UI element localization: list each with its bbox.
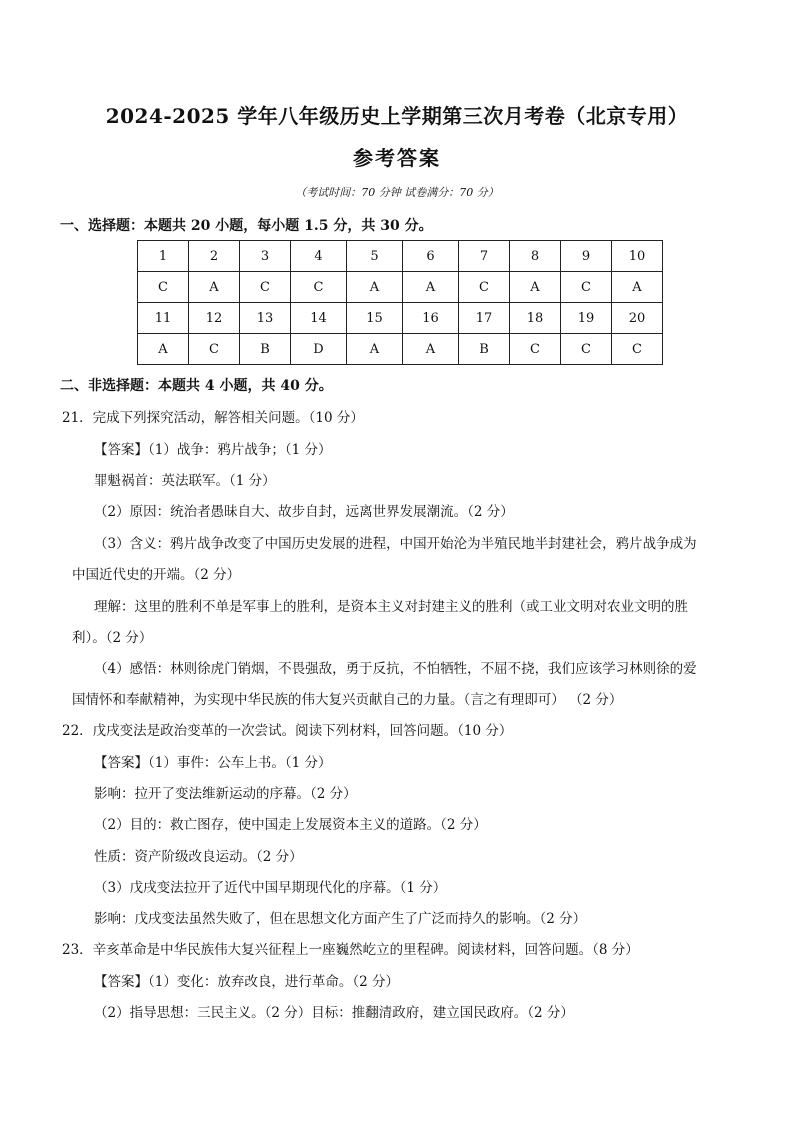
table-cell: 19 — [561, 303, 612, 334]
table-row — [138, 241, 663, 272]
table-cell: C — [459, 272, 510, 303]
table-cell: 18 — [510, 303, 561, 334]
table-cell: C — [612, 334, 663, 365]
answer-line: （3）含义：鸦片战争改变了中国历史发展的进程，中国开始沦为半殖民地半封建社会，鸦片战争成为 — [94, 536, 697, 552]
table-cell: 6 — [403, 241, 459, 272]
question-21-stem: 21．完成下列探究活动，解答相关问题。（10 分） — [62, 410, 364, 426]
table-cell: 14 — [291, 303, 347, 334]
table-cell: A — [189, 272, 240, 303]
table-cell: C — [561, 272, 612, 303]
table-cell: A — [403, 334, 459, 365]
answer-line: 性质：资产阶级改良运动。（2 分） — [94, 849, 303, 865]
page-title: 2024-2025 学年八年级历史上学期第三次月考卷（北京专用） — [105, 104, 689, 128]
table-cell: 15 — [347, 303, 403, 334]
answer-line: （2）原因：统治者愚昧自大、故步自封，远离世界发展潮流。（2 分） — [94, 504, 514, 520]
table-cell: 17 — [459, 303, 510, 334]
table-cell: 16 — [403, 303, 459, 334]
section1-heading: 一、选择题：本题共 20 小题，每小题 1.5 分，共 30 分。 — [60, 218, 433, 234]
question-23-stem: 23．辛亥革命是中华民族伟大复兴征程上一座巍然屹立的里程碑。阅读材料，回答问题。（8 分） — [62, 942, 639, 958]
table-cell: C — [240, 272, 291, 303]
section2-heading: 二、非选择题：本题共 4 小题，共 40 分。 — [60, 378, 333, 394]
table-cell: A — [347, 334, 403, 365]
table-cell: 4 — [291, 241, 347, 272]
answer-line: 中国近代史的开端。（2 分） — [72, 567, 241, 583]
table-cell: 20 — [612, 303, 663, 334]
answer-line: （3）戊戌变法拉开了近代中国早期现代化的序幕。（1 分） — [94, 880, 447, 896]
table-row — [138, 303, 663, 334]
answer-line: 影响：戊戌变法虽然失败了，但在思想文化方面产生了广泛而持久的影响。（2 分） — [94, 911, 587, 927]
table-cell: A — [138, 334, 189, 365]
table-cell: C — [561, 334, 612, 365]
page-subtitle: 参考答案 — [353, 146, 441, 170]
table-row — [138, 272, 663, 303]
table-cell: A — [347, 272, 403, 303]
table-cell: A — [403, 272, 459, 303]
answer-line: 罪魁祸首：英法联军。（1 分） — [94, 473, 276, 489]
question-22-stem: 22．戊戌变法是政治变革的一次尝试。阅读下列材料，回答问题。（10 分） — [62, 723, 513, 739]
table-cell: 12 — [189, 303, 240, 334]
table-cell: 1 — [138, 241, 189, 272]
answer-line: （2）指导思想：三民主义。（2 分）目标：推翻清政府，建立国民政府。（2 分） — [94, 1005, 574, 1021]
table-cell: C — [291, 272, 347, 303]
table-cell: 8 — [510, 241, 561, 272]
table-cell: A — [612, 272, 663, 303]
table-cell: 13 — [240, 303, 291, 334]
table-row — [138, 334, 663, 365]
answer-line: 国情怀和奉献精神，为实现中华民族的伟大复兴贡献自己的力量。（言之有理即可） （2 分） — [72, 692, 623, 708]
answer-line: 【答案】（1）变化：放弃改良，进行革命。（2 分） — [94, 974, 399, 990]
table-cell: C — [510, 334, 561, 365]
answer-line: 利）。（2 分） — [72, 630, 153, 646]
table-cell: C — [189, 334, 240, 365]
table-cell: A — [510, 272, 561, 303]
answer-line: 影响：拉开了变法维新运动的序幕。（2 分） — [94, 786, 357, 802]
table-cell: 7 — [459, 241, 510, 272]
answer-table — [137, 240, 663, 365]
answer-line: 【答案】（1）战争：鸦片战争；（1 分） — [94, 442, 332, 458]
exam-info: （考试时间：70 分钟 试卷满分：70 分） — [295, 186, 499, 199]
answer-line: 【答案】（1）事件：公车上书。（1 分） — [94, 755, 332, 771]
table-cell: B — [459, 334, 510, 365]
answer-line: 理解：这里的胜利不单是军事上的胜利，是资本主义对封建主义的胜利（或工业文明对农业文明的胜 — [94, 599, 688, 615]
table-cell: 2 — [189, 241, 240, 272]
table-cell: 9 — [561, 241, 612, 272]
table-cell: B — [240, 334, 291, 365]
table-cell: C — [138, 272, 189, 303]
table-cell: 10 — [612, 241, 663, 272]
answer-line: （2）目的：救亡图存，使中国走上发展资本主义的道路。（2 分） — [94, 817, 487, 833]
answer-line: （4）感悟：林则徐虎门销烟，不畏强敌，勇于反抗，不怕牺牲，不屈不挠，我们应该学习林则徐的爱 — [94, 661, 697, 677]
table-cell: 11 — [138, 303, 189, 334]
table-cell: 3 — [240, 241, 291, 272]
table-cell: D — [291, 334, 347, 365]
table-cell: 5 — [347, 241, 403, 272]
